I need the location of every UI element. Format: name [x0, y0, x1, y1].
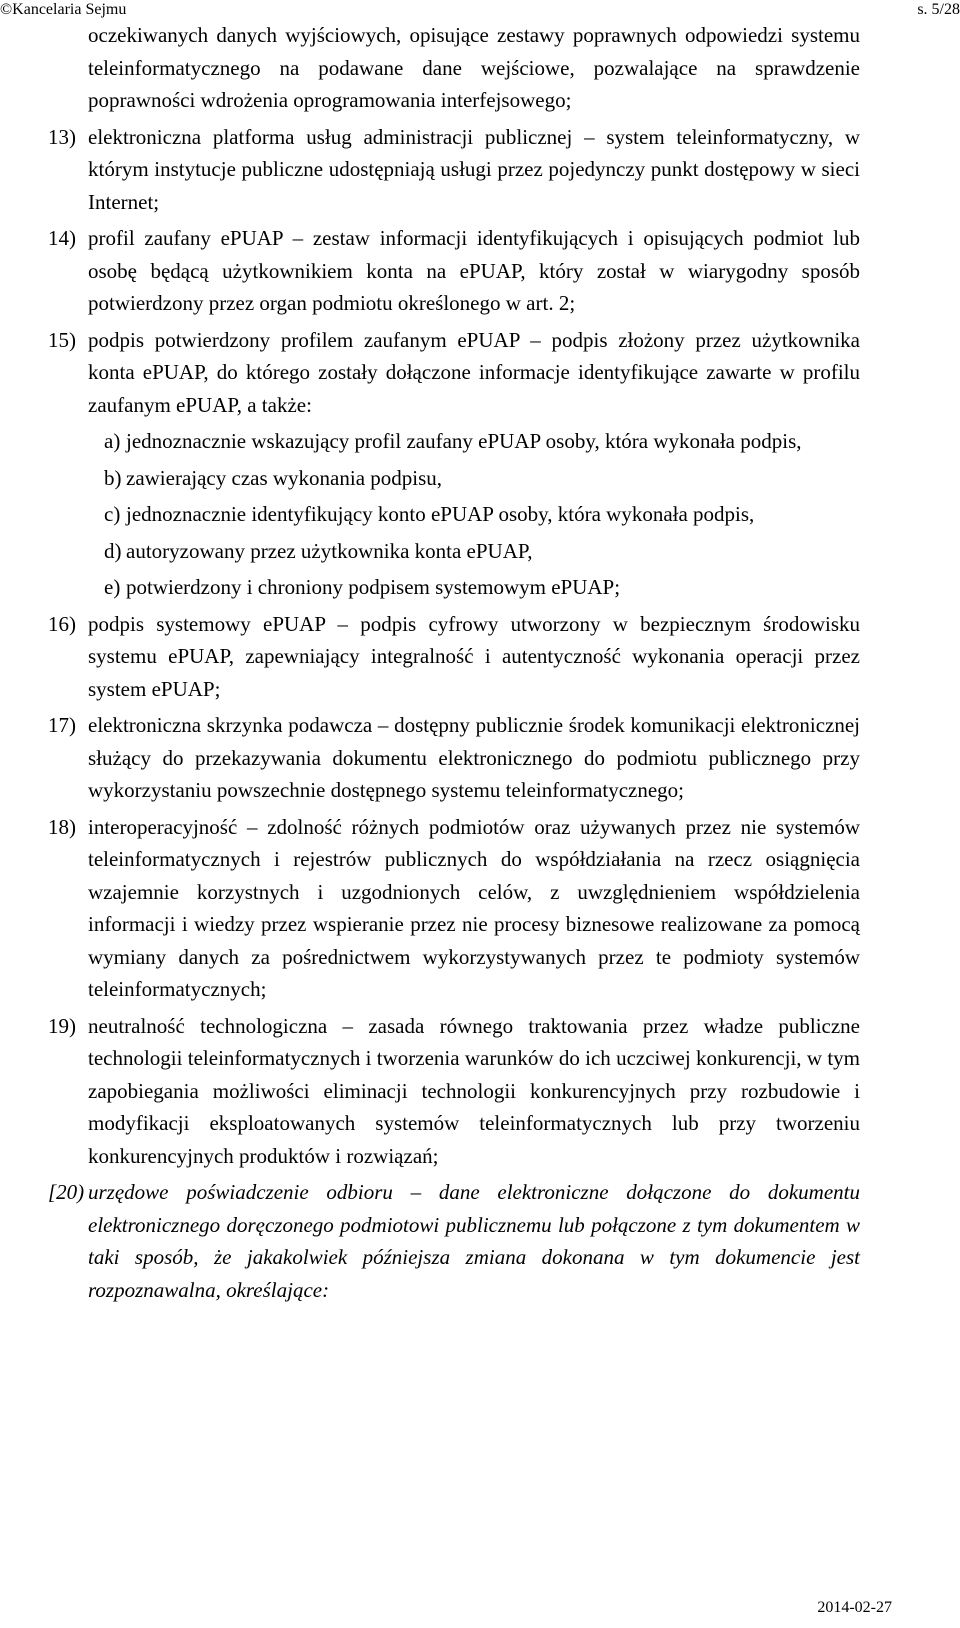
subitem-text: jednoznacznie wskazujący profil zaufany ePUAP osoby, która wykonała podpis,: [126, 429, 802, 453]
item-text: elektroniczna platforma usług administracji publicznej – system teleinformatyczny, w którym instytucje publiczne udostępniają usługi przez pojedynczy punkt dostępowy w sieci Internet;: [88, 124, 860, 214]
subitem-text: zawierający czas wykonania podpisu,: [126, 465, 443, 490]
definition-item-16: [48, 608, 860, 706]
item-number: 16): [48, 611, 76, 636]
item-text: podpis systemowy ePUAP – podpis cyfrowy utworzony w bezpiecznym środowisku systemu ePUAP, zapewniający integralność i autentyczność wykonania operacji przez system ePUAP;: [88, 611, 860, 701]
subitem-text: potwierdzony i chroniony podpisem systemowym ePUAP;: [126, 575, 621, 599]
definition-item-13: [48, 121, 860, 219]
item-text: podpis potwierdzony profilem zaufanym ePUAP – podpis złożony przez użytkownika konta ePUAP, do którego zostały dołączone informacje identyfikujące zawarte w profilu zaufanym ePUAP, a także:: [88, 327, 860, 417]
item-number: 15): [48, 327, 76, 352]
document-body: [48, 19, 860, 1306]
subitem-d: [48, 535, 860, 568]
item-number: 18): [48, 814, 76, 839]
item-number: 19): [48, 1013, 76, 1038]
subitem-e: [48, 571, 860, 604]
subitem-b: [48, 462, 860, 495]
subitem-text: jednoznacznie identyfikujący konto ePUAP osoby, która wykonała podpis,: [126, 502, 755, 526]
subitem-letter: b): [104, 465, 122, 490]
subitem-letter: c): [104, 502, 121, 526]
item-number: 13): [48, 124, 76, 149]
subitem-letter: d): [104, 538, 122, 563]
item-text: interoperacyjność – zdolność różnych podmiotów oraz używanych przez nie systemów teleinformatycznych i rejestrów publicznych do współdziałania na rzecz osiągnięcia wzajemnie korzystnych i uzgodnionych celów, z uwzględnieniem współdzielenia informacji i wiedzy przez wspieranie przez nie procesy biznesowe realizowane za pomocą wymiany danych za pośrednictwem wykorzystywanych przez te podmioty systemów teleinformatycznych;: [88, 814, 860, 1001]
item-number: 17): [48, 713, 76, 737]
definition-item-14: [48, 222, 860, 320]
continuation-paragraph: oczekiwanych danych wyjściowych, opisujące zestawy poprawnych odpowiedzi systemu teleinformatycznego na podawane dane wejściowe, pozwalające na sprawdzenie poprawności wdrożenia oprogramowania interfejsowego;: [88, 23, 860, 112]
subitem-c: [48, 498, 860, 531]
subitem-text: autoryzowany przez użytkownika konta ePUAP,: [126, 538, 533, 563]
item-text: neutralność technologiczna – zasada równego traktowania przez władze publiczne technologii teleinformatycznych i tworzenia warunków do ich uczciwej konkurencji, w tym zapobiegania możliwości eliminacji technologii konkurencyjnych przy rozbudowie i modyfikacji eksploatowanych systemów teleinformatycznych lub przy tworzeniu konkurencyjnych produktów i rozwiązań;: [88, 1013, 860, 1168]
definition-item-18: [48, 811, 860, 1006]
definition-item-20: [48, 1176, 860, 1306]
definition-item-15: [48, 324, 860, 422]
item-text: urzędowe poświadczenie odbioru – dane elektroniczne dołączone do dokumentu elektronicznego doręczonego podmiotowi publicznemu lub połączone z tym dokumentem w taki sposób, że jakakolwiek późniejsza zmiana dokonana w tym dokumencie jest rozpoznawalna, określające:: [88, 1180, 860, 1302]
definition-item-17: [48, 709, 860, 807]
item-number: 14): [48, 226, 76, 250]
publisher-label: ©Kancelaria Sejmu: [0, 1, 127, 18]
subitem-letter: a): [104, 429, 121, 453]
subitem-letter: e): [104, 575, 121, 599]
item-text: profil zaufany ePUAP – zestaw informacji identyfikujących i opisujących podmiot lub osobę będącą użytkownikiem konta na ePUAP, który został w wiarygodny sposób potwierdzony przez organ podmiotu określonego w art. 2;: [88, 226, 860, 315]
definition-item-19: [48, 1010, 860, 1173]
page-number: s. 5/28: [917, 1, 960, 18]
item-text: elektroniczna skrzynka podawcza – dostępny publicznie środek komunikacji elektronicznej służący do przekazywania dokumentu elektronicznego do podmiotu publicznego przy wykorzystaniu powszechnie dostępnego systemu teleinformatycznego;: [88, 713, 860, 802]
item-number: [20): [48, 1180, 85, 1204]
page-date: 2014-02-27: [817, 1599, 892, 1616]
subitem-a: [48, 425, 860, 458]
